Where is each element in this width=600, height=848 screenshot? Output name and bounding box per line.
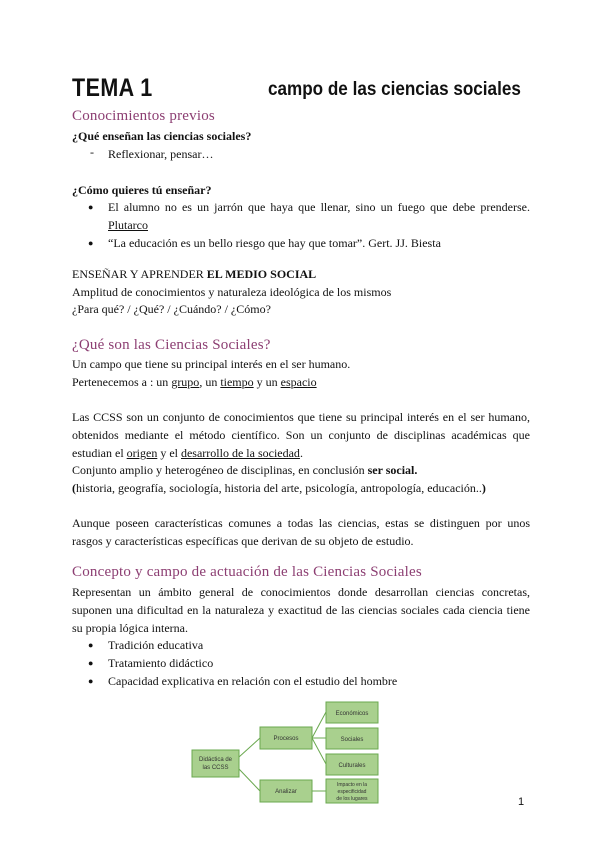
conjunto-text: Conjunto amplio y heterogéneo de disciplinas, en conclusión [72, 463, 365, 477]
dash-marker: - [90, 145, 94, 159]
ccss-paragraph [72, 408, 530, 462]
term-tiempo: tiempo [220, 375, 254, 389]
sep-text: y un [256, 375, 278, 389]
root-label-line2: las CCSS [202, 765, 229, 771]
list-item: ● Tratamiento didáctico [88, 654, 397, 672]
answer-reflexionar: Reflexionar, pensar… [108, 147, 214, 161]
sociales-label: Sociales [340, 737, 364, 743]
disciplinas-line [72, 479, 486, 497]
page-subtitle: campo de las ciencias sociales [268, 79, 521, 100]
ccss-text: Las CCSS son un conjunto de conocimientos que tiene su principal interés en el ser humano, obtenidos mediante el método científico. Son un conjunto de disciplinas académicas que estudian el [72, 410, 530, 460]
term-grupo: grupo [171, 375, 200, 389]
ccss-text-b: y el [160, 446, 178, 460]
ensenar-aprender: ENSEÑAR Y APRENDER [72, 267, 204, 281]
heading-que-son-ccss: ¿Qué son las Ciencias Sociales? [72, 337, 271, 353]
page-title: TEMA 1 [72, 74, 153, 102]
medio-social: EL MEDIO SOCIAL [206, 267, 317, 281]
ensenar-aprender-line [72, 265, 316, 283]
features-list [88, 636, 397, 690]
paren-open: ( [72, 481, 76, 495]
root-label-line1: Didáctica de [198, 757, 233, 763]
author-plutarco: Plutarco [108, 218, 148, 232]
question-como-ensenar: ¿Cómo quieres tú enseñar? [72, 183, 212, 197]
procesos-label: Procesos [273, 736, 299, 742]
campo-line: Un campo que tiene su principal interés en el ser humano. [72, 357, 351, 371]
conjunto-line [72, 461, 417, 479]
questions-line: ¿Para qué? / ¿Qué? / ¿Cuándo? / ¿Cómo? [72, 302, 271, 316]
diagram-connectors [239, 712, 326, 791]
list-item [88, 234, 530, 252]
pertenecemos-text: Pertenecemos a : un [72, 375, 169, 389]
sep-text: , un [199, 375, 218, 389]
list-item: ● Tradición educativa [88, 636, 397, 654]
node-root [192, 750, 239, 777]
paren-close: ) [481, 481, 486, 495]
list-item [88, 198, 530, 234]
representan-paragraph: Representan un ámbito general de conocimientos donde desarrollan ciencias concretas, suponen una dificultad en la naturaleza y exactitud de las ciencias sociales cada ciencia tiene su propia lógica interna. [72, 585, 530, 635]
ser-social: ser social. [367, 463, 418, 477]
list-item: ● Capacidad explicativa en relación con el estudio del hombre [88, 672, 397, 690]
quote-biesta: “La educación es un bello riesgo que hay que tomar”. Gert. JJ. Biesta [108, 236, 441, 250]
disciplinas-text: historia, geografía, sociología, historia del arte, psicología, antropología, educación.. [76, 481, 482, 495]
economicos-label: Económicos [335, 711, 369, 717]
impacto-label-line1: Impacto en la [336, 782, 368, 788]
term-desarrollo: desarrollo de la sociedad [180, 446, 300, 460]
page-number: 1 [518, 796, 525, 808]
pertenecemos-line [72, 373, 317, 391]
term-origen: origen [126, 446, 158, 460]
heading-concepto-campo: Concepto y campo de actuación de las Ciencias Sociales [72, 564, 422, 580]
impacto-label-line2: especificidad [337, 789, 367, 795]
quotes-list [88, 198, 530, 252]
quote-plutarco: El alumno no es un jarrón que haya que llenar, sino un fuego que debe prenderse. [108, 200, 530, 214]
heading-conocimientos-previos: Conocimientos previos [72, 108, 215, 124]
question-que-ensenan: ¿Qué enseñan las ciencias sociales? [72, 129, 252, 143]
culturales-label: Culturales [338, 763, 366, 769]
aunque-paragraph: Aunque poseen características comunes a todas las ciencias, estas se distinguen por unos rasgos y características específicas que derivan de su objeto de estudio. [72, 516, 530, 548]
term-espacio: espacio [280, 375, 317, 389]
analizar-label: Analizar [275, 789, 297, 795]
amplitud-line: Amplitud de conocimientos y naturaleza ideológica de los mismos [72, 285, 392, 299]
impacto-label-line3: de los lugares [336, 796, 368, 802]
ccss-text-c: . [299, 446, 303, 460]
concept-diagram [190, 694, 390, 812]
